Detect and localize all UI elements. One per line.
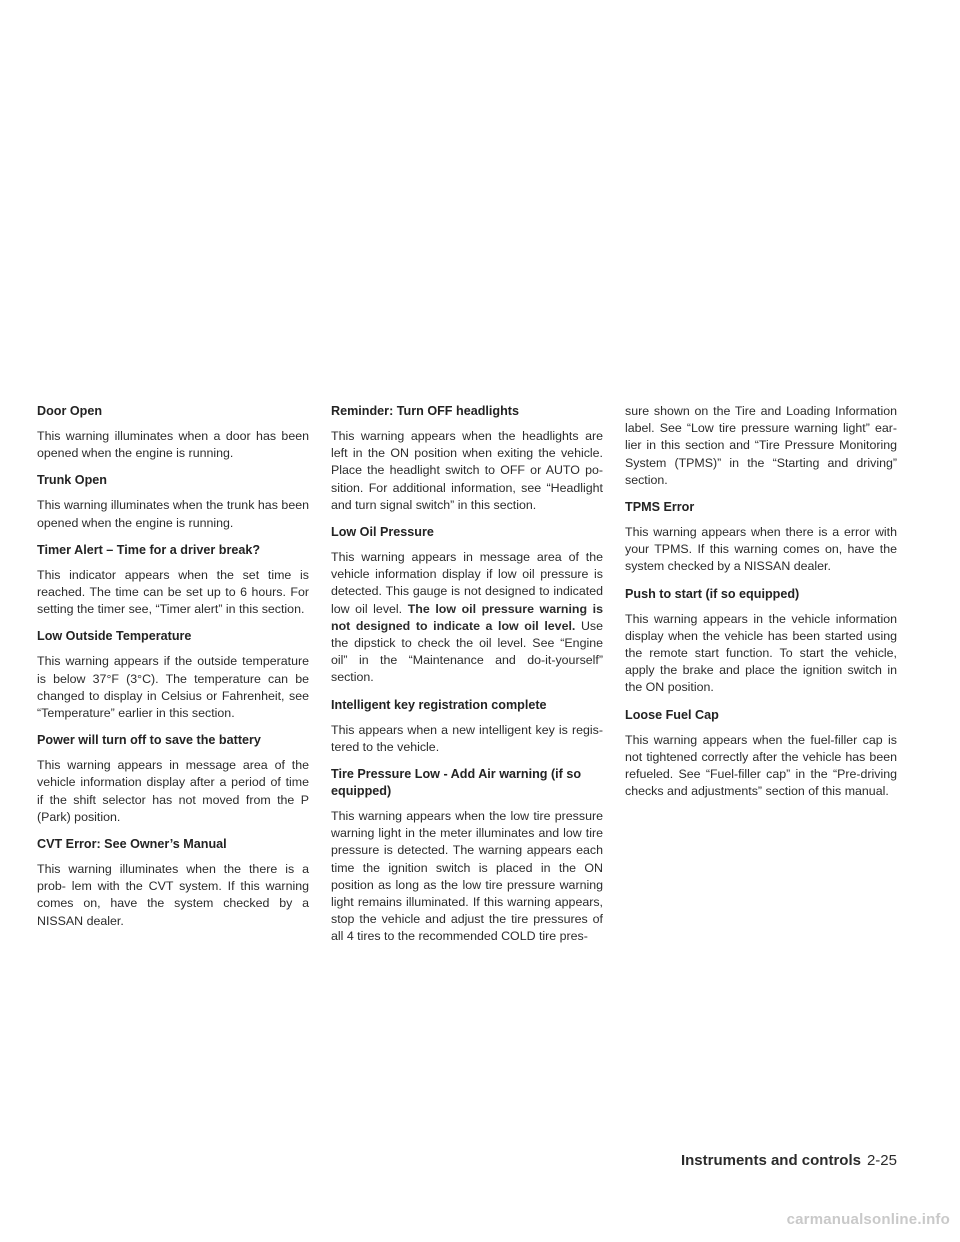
section-paragraph: sure shown on the Tire and Loading Information label. See “Low tire pressure warning light” ear- lier in this section and “Tire Pressure Monitoring System (TPMS)” in the “Starting and driving” section. bbox=[625, 404, 897, 487]
section-power-off-battery bbox=[37, 732, 309, 826]
section-heading: Loose Fuel Cap bbox=[625, 707, 719, 722]
footer-section-title: Instruments and controls bbox=[680, 1152, 861, 1169]
section-paragraph: This appears when a new intelligent key is regis- tered to the vehicle. bbox=[331, 722, 603, 754]
watermark-text: carmanualsonline.info bbox=[786, 1211, 950, 1228]
section-timer-alert bbox=[37, 542, 309, 619]
section-intelligent-key bbox=[331, 697, 603, 756]
section-door-open bbox=[37, 403, 309, 462]
section-paragraph: This indicator appears when the set time is reached. The time can be set up to 6 hours. For setting the timer see, “Timer alert” in this section. bbox=[37, 567, 309, 617]
section-paragraph: This warning appears when the low tire pressure warning light in the meter illuminates and low tire pressure is detected. The warning appears each time the ignition switch is placed in the ON position as long as the low tire pressure warning light remains illuminated. If this warning appears, stop the vehicle and adjust the tire pressures of all 4 tires to the recommended COLD tire pres- bbox=[331, 809, 603, 944]
section-paragraph: This warning illuminates when a door has been opened when the engine is running. bbox=[37, 429, 309, 461]
section-cvt-error bbox=[37, 836, 309, 930]
section-tire-pressure-continued bbox=[625, 403, 897, 489]
section-paragraph bbox=[331, 549, 603, 687]
section-heading: Push to start (if so equipped) bbox=[625, 586, 800, 601]
section-paragraph: This warning appears in the vehicle information display when the vehicle has been started using the remote start function. To start the vehicle, apply the brake and place the ignition switch in the ON position. bbox=[625, 611, 897, 695]
column-2 bbox=[331, 403, 603, 956]
section-heading: Low Oil Pressure bbox=[331, 525, 434, 540]
paragraph-bold-warning: The low oil pressure warning is not designed to indicate a low oil level. bbox=[331, 601, 603, 633]
section-heading: CVT Error: See Owner’s Manual bbox=[37, 837, 227, 852]
section-heading: Timer Alert – Time for a driver break? bbox=[37, 542, 261, 557]
column-1 bbox=[37, 403, 309, 956]
section-turn-off-headlights bbox=[331, 403, 603, 514]
section-heading: Door Open bbox=[37, 404, 103, 418]
section-tire-pressure-low bbox=[331, 766, 603, 946]
section-heading: TPMS Error bbox=[625, 500, 695, 515]
section-paragraph: This warning appears when the fuel-filler cap is not tightened correctly after the vehicle has been refueled. See “Fuel-filler cap” in the “Pre-driving checks and adjustments” section of this manual. bbox=[625, 732, 897, 799]
section-paragraph: This warning illuminates when the trunk has been opened when the engine is running. bbox=[37, 498, 309, 530]
paragraph-text: This warning appears in message area of the vehicle information display if low oil pressure is detected. This gauge is not designed to indicated low oil level. bbox=[331, 550, 603, 616]
section-paragraph: This warning illuminates when the there is a prob- lem with the CVT system. If this warning comes on, have the system checked by a NISSAN dealer. bbox=[37, 862, 309, 928]
section-paragraph: This warning appears when there is a error with your TPMS. If this warning comes on, have the system checked by a NISSAN dealer. bbox=[625, 525, 897, 574]
section-low-oil-pressure bbox=[331, 524, 603, 687]
section-heading: Intelligent key registration complete bbox=[331, 697, 547, 712]
section-push-to-start bbox=[625, 586, 897, 697]
section-heading: Power will turn off to save the battery bbox=[37, 733, 261, 748]
page-footer bbox=[681, 1152, 897, 1169]
section-paragraph: This warning appears when the headlights are left in the ON position when exiting the vehicle. Place the headlight switch to OFF or AUTO po- sition. For additional information, see “Headlight and turn signal switch” in this section. bbox=[331, 429, 603, 512]
text-columns bbox=[37, 403, 897, 956]
section-low-outside-temperature bbox=[37, 628, 309, 722]
section-heading: Reminder: Turn OFF headlights bbox=[331, 404, 519, 418]
section-trunk-open bbox=[37, 472, 309, 531]
section-heading: Low Outside Temperature bbox=[37, 629, 192, 644]
section-loose-fuel-cap bbox=[625, 707, 897, 801]
page-number: 2-25 bbox=[866, 1152, 897, 1169]
section-paragraph: This warning appears if the outside temperature is below 37°F (3°C). The temperature can be changed to display in Celsius or Fahrenheit, see “Temperature” earlier in this section. bbox=[37, 654, 309, 721]
column-3 bbox=[625, 403, 897, 956]
section-heading: Tire Pressure Low - Add Air warning (if so equipped) bbox=[331, 767, 582, 799]
paragraph-text-after: Use the dipstick to check the oil level. See “Engine oil” in the “Maintenance and do-it-yourself” section. bbox=[331, 618, 603, 685]
section-heading: Trunk Open bbox=[37, 473, 107, 488]
section-tpms-error bbox=[625, 499, 897, 576]
section-paragraph: This warning appears in message area of the vehicle information display after a period of time if the shift selector has not moved from the P (Park) position. bbox=[37, 758, 309, 824]
